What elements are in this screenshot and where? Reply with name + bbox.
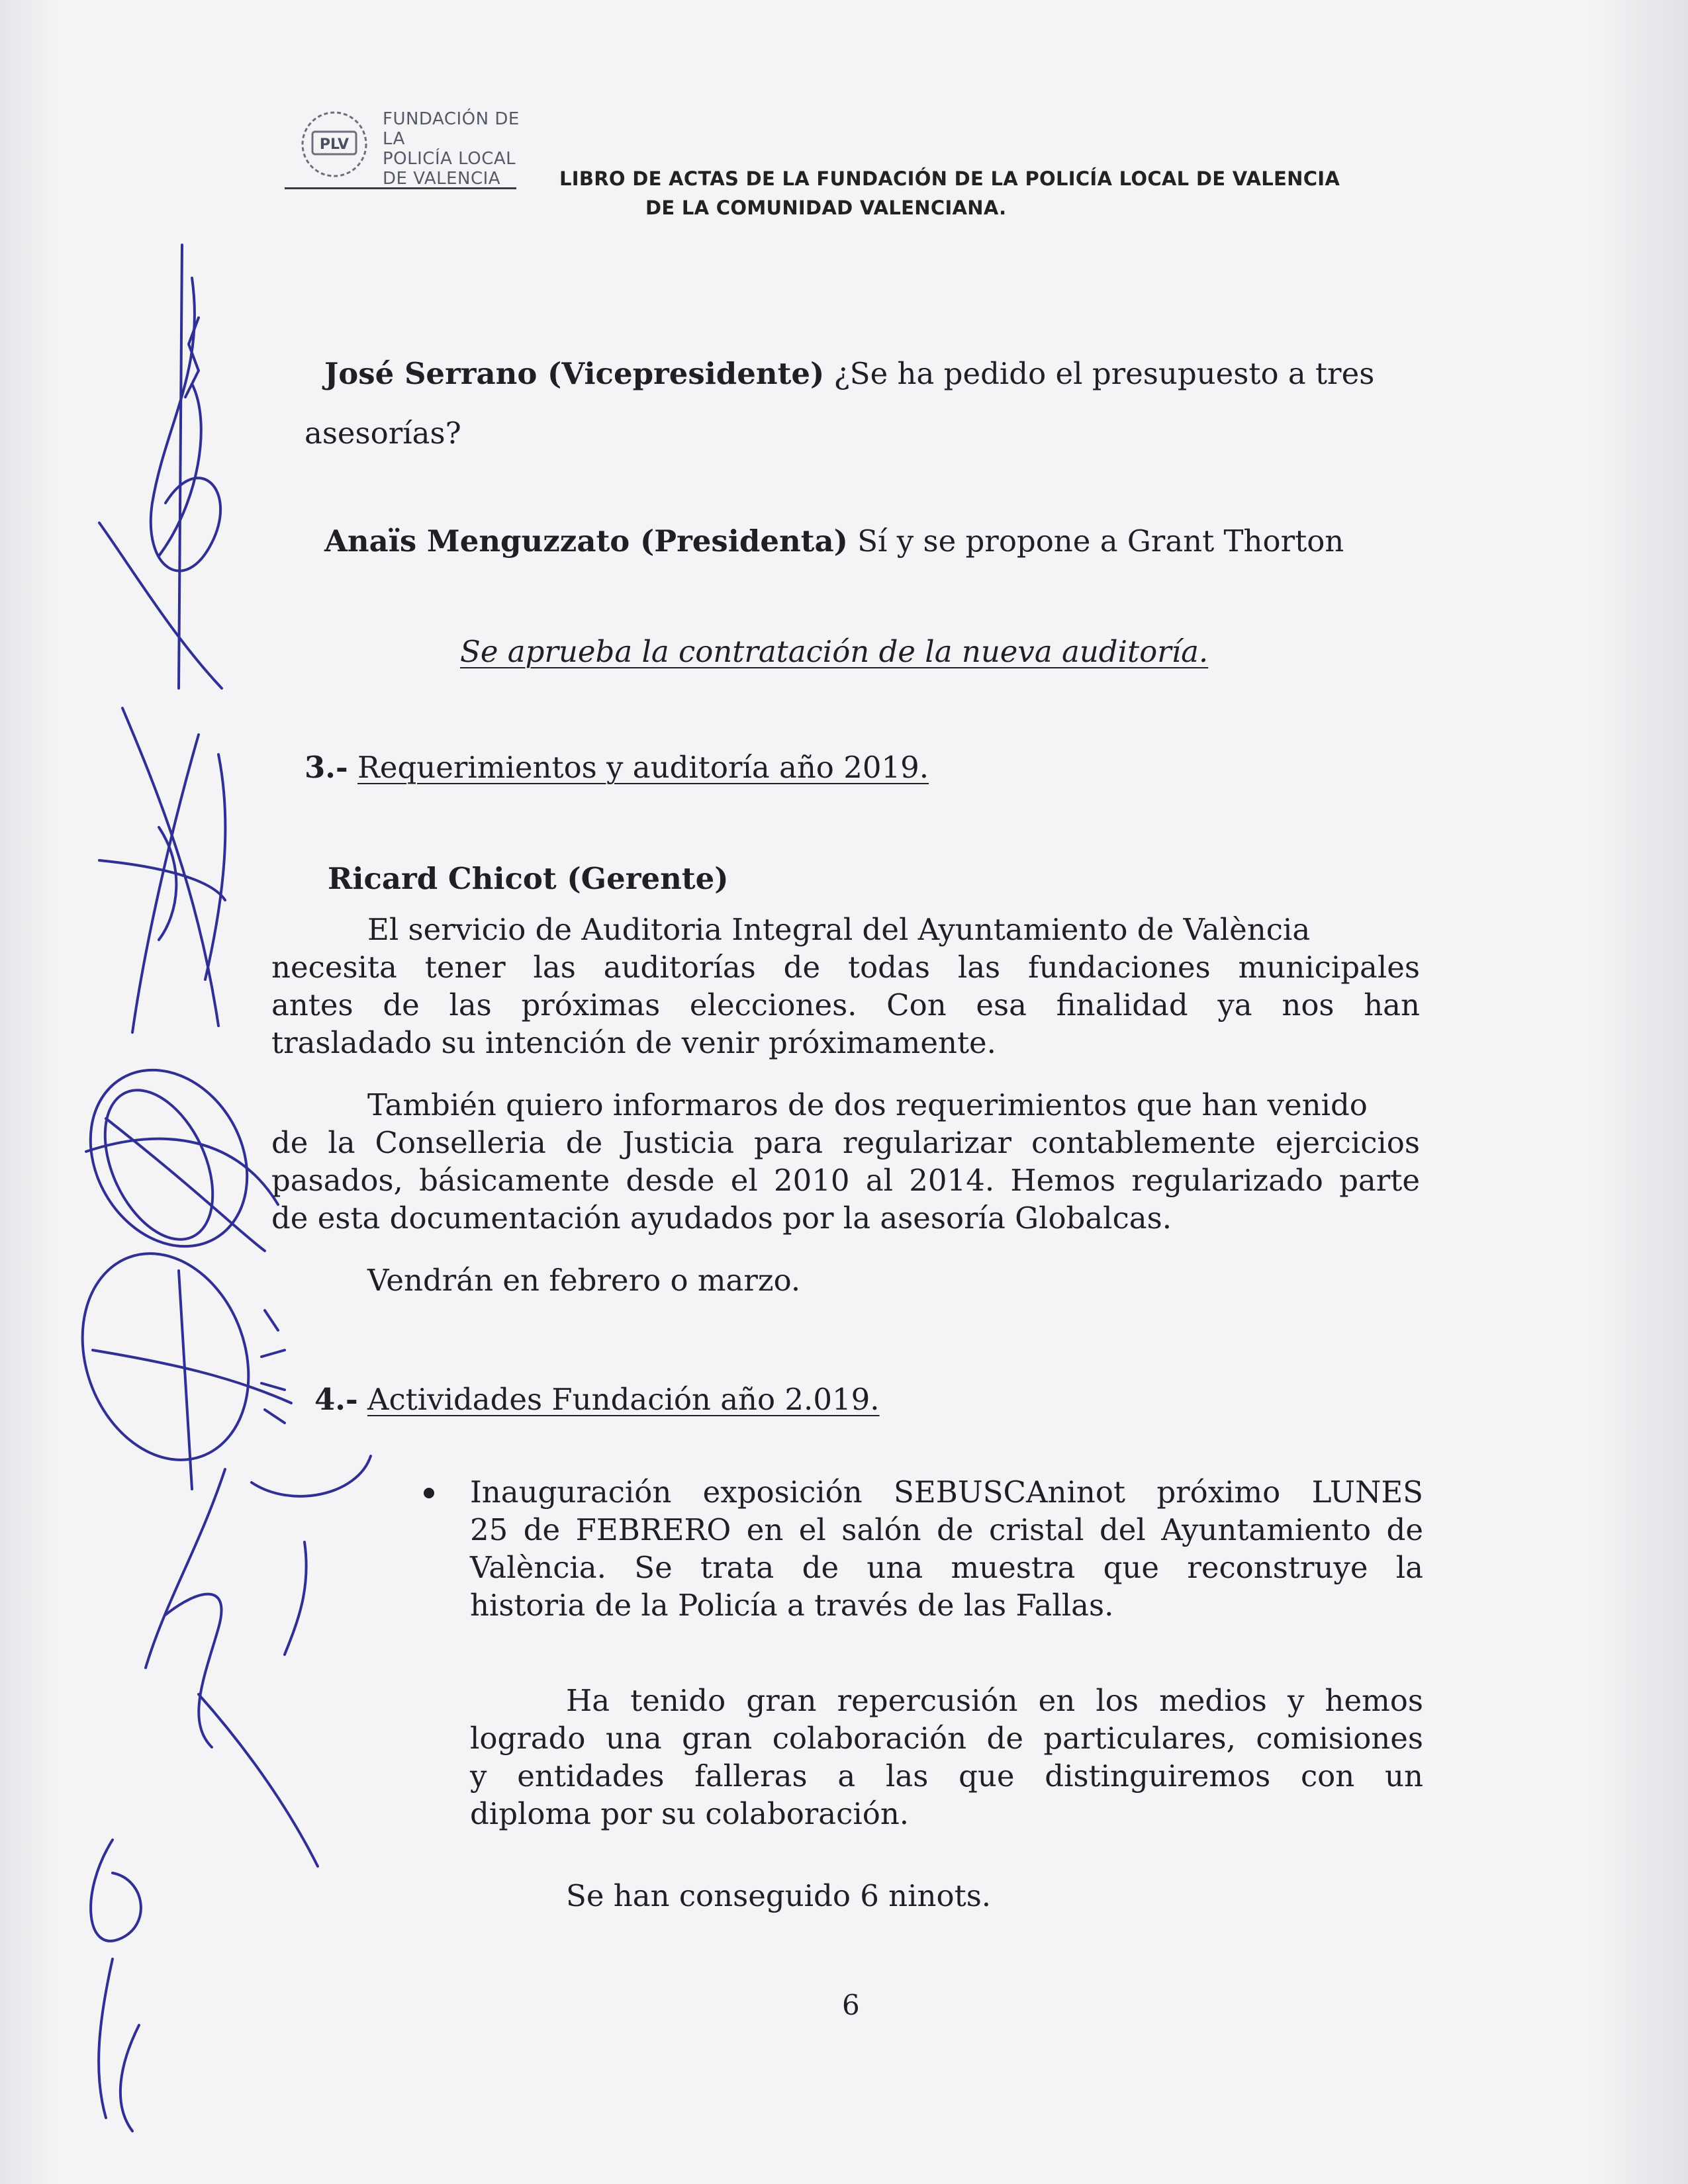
scan-shadow-left <box>0 0 60 2184</box>
logo-line: POLICÍA LOCAL <box>383 149 516 169</box>
header-divider <box>285 187 516 189</box>
section-title: Requerimientos y auditoría año 2019. <box>357 750 929 785</box>
paragraph-continuation: asesorías? <box>305 416 461 451</box>
speaker-name: Anaïs Menguzzato (Presidenta) <box>324 523 848 559</box>
svg-text:PLV: PLV <box>319 136 350 153</box>
police-badge-icon <box>298 108 371 181</box>
signature-4 <box>55 1230 371 1496</box>
text-line: antes de las próximas elecciones. Con esa finalidad ya nos han <box>271 987 1420 1023</box>
logo-line: DE VALENCIA <box>383 169 501 189</box>
text-line: 25 de FEBRERO en el salón de cristal del Ayuntamiento de <box>470 1512 1423 1547</box>
text-line: diploma por su colaboración. <box>470 1796 910 1831</box>
text-line: historia de la Policía a través de las Fallas. <box>470 1588 1114 1623</box>
foundation-logo <box>285 103 543 189</box>
scan-shadow-right <box>1589 0 1688 2184</box>
bullet-point <box>424 1488 434 1498</box>
signature-1 <box>99 245 222 688</box>
section-number: 4.- <box>314 1382 358 1417</box>
signature-5 <box>91 1469 318 2131</box>
bullet-paragraph-3: Se han conseguido 6 ninots. <box>566 1878 992 1913</box>
section-3-paragraph-3: Vendrán en febrero o marzo. <box>367 1263 801 1298</box>
signature-3 <box>60 1042 279 1275</box>
text-line: València. Se trata de una muestra que reconstruye la <box>470 1550 1423 1585</box>
speaker-text: ¿Se ha pedido el presupuesto a tres <box>833 356 1375 391</box>
paragraph-anais-menguzzato <box>324 522 1344 561</box>
section-title: Actividades Fundación año 2.019. <box>367 1382 880 1417</box>
text-line: El servicio de Auditoria Integral del Ayuntamiento de València <box>367 912 1311 947</box>
logo-text <box>383 109 543 189</box>
text-line: de la Conselleria de Justicia para regularizar contablemente ejercicios <box>271 1125 1420 1160</box>
text-line: También quiero informaros de dos requerimientos que han venido <box>367 1087 1368 1122</box>
section-number: 3.- <box>305 750 348 785</box>
header-title-line: DE LA COMUNIDAD VALENCIANA. <box>645 197 1007 219</box>
speaker-ricard-chicot: Ricard Chicot (Gerente) <box>328 861 729 896</box>
text-line: y entidades falleras a las que distinguiremos con un <box>470 1758 1423 1794</box>
resolution-approved: Se aprueba la contratación de la nueva auditoría. <box>460 634 1209 669</box>
text-line: Ha tenido gran repercusión en los medios y hemos <box>566 1683 1423 1718</box>
speaker-name: José Serrano (Vicepresidente) <box>324 356 825 391</box>
text-line: pasados, básicamente desde el 2010 al 2014. Hemos regularizado parte <box>271 1163 1420 1198</box>
paragraph-jose-serrano <box>324 354 1374 394</box>
text-line: Inauguración exposición SEBUSCAninot próximo LUNES <box>470 1475 1423 1510</box>
document-header-title <box>559 164 1420 222</box>
signature-2 <box>99 708 225 1032</box>
text-line: de esta documentación ayudados por la asesoría Globalcas. <box>271 1201 1172 1236</box>
page-number: 6 <box>842 1989 860 2021</box>
text-line: necesita tener las auditorías de todas las fundaciones municipales <box>271 950 1420 985</box>
text-line: logrado una gran colaboración de particulares, comisiones <box>470 1721 1423 1756</box>
logo-line: FUNDACIÓN DE LA <box>383 109 520 149</box>
text-line: trasladado su intención de venir próximamente. <box>271 1025 996 1060</box>
section-4-heading <box>314 1380 880 1420</box>
section-3-heading <box>305 748 929 788</box>
speaker-text: Sí y se propone a Grant Thorton <box>857 523 1344 559</box>
header-title-line: LIBRO DE ACTAS DE LA FUNDACIÓN DE LA POLICÍA LOCAL DE VALENCIA <box>559 167 1340 190</box>
